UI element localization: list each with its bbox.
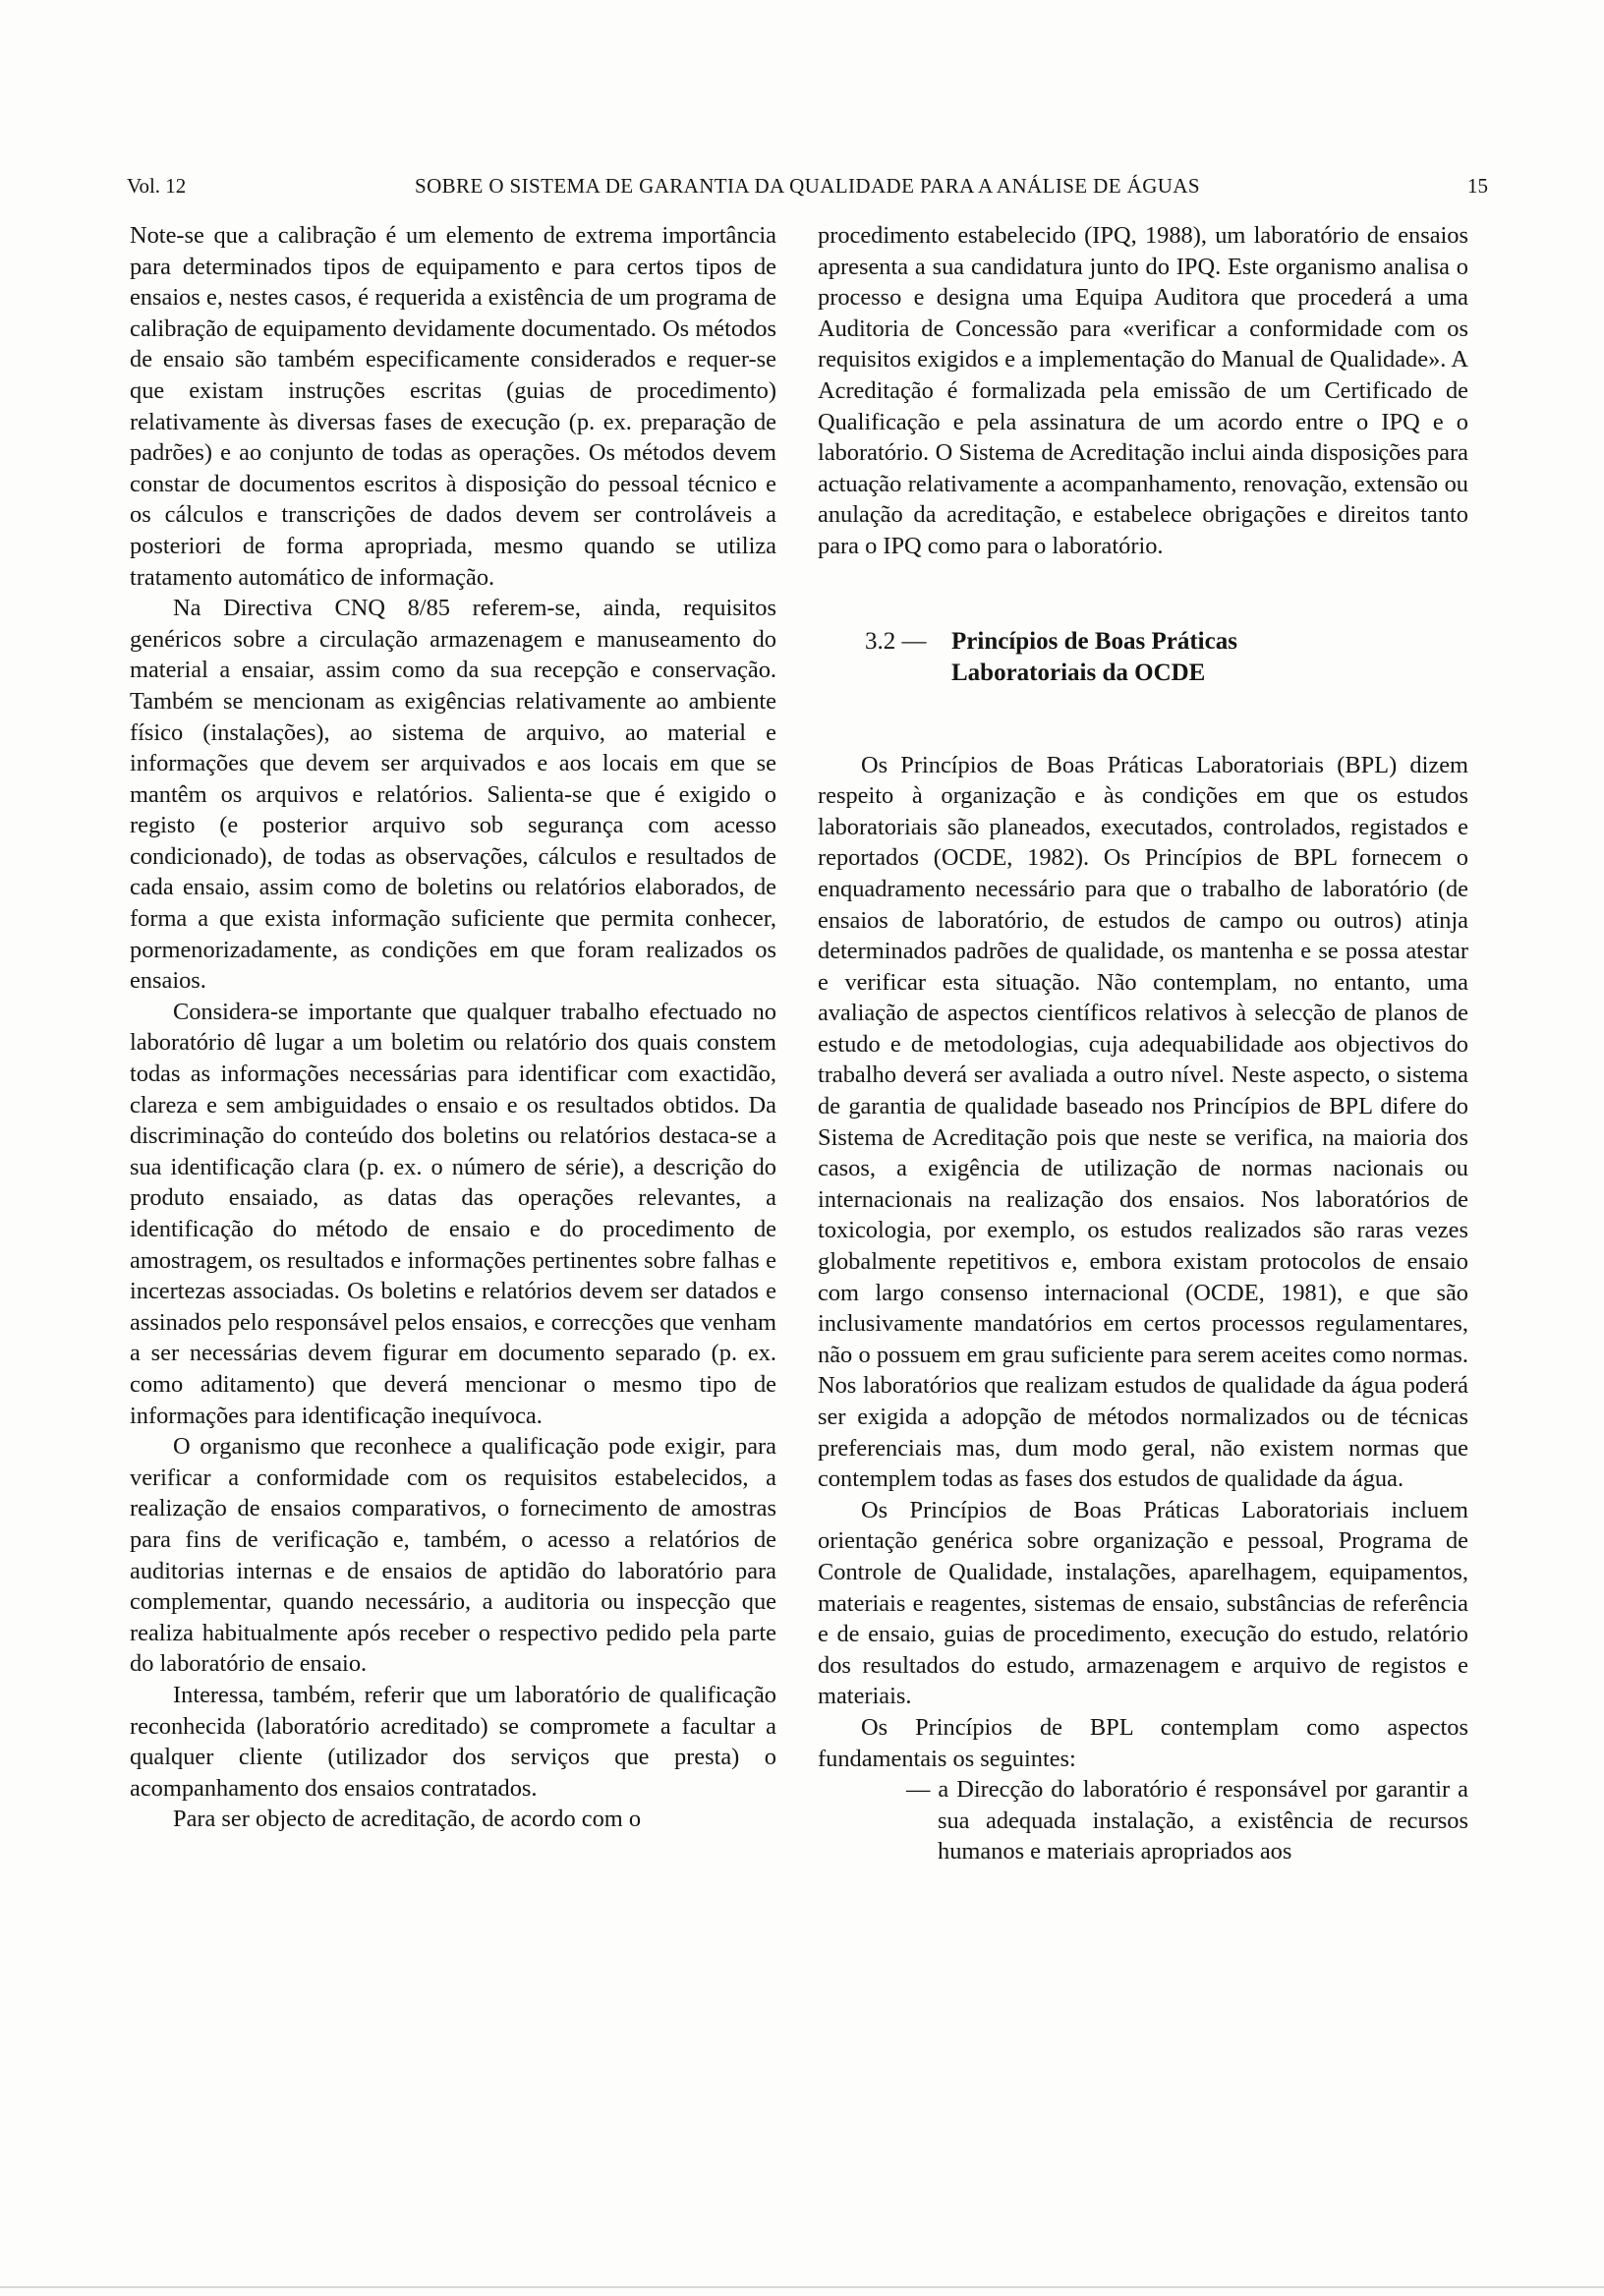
left-column xyxy=(130,220,776,1835)
section-title-line2: Laboratoriais da OCDE xyxy=(951,659,1206,686)
running-title: SOBRE O SISTEMA DE GARANTIA DA QUALIDADE PARA A ANÁLISE DE ÁGUAS xyxy=(415,174,1200,198)
running-head xyxy=(127,174,1488,203)
paragraph: Os Princípios de Boas Práticas Laboratoriais incluem orientação genérica sobre organização e pessoal, Programa de Controle de Qualidade, instalações, aparelhagem, equipamentos, materiais e reagentes, sistemas de ensaio, substâncias de referência e de ensaio, guias de procedimento, execução do estudo, relatório dos resultados do estudo, armazenagem e arquivo de registos e materiais. xyxy=(818,1496,1468,1710)
paragraph: Note-se que a calibração é um elemento de extrema importância para determinados tipos de equipamento e para certos tipos de ensaios e, nestes casos, é requerida a existência de um programa de calibração de equipamento devidamente documentado. Os métodos de ensaio são também especificamente considerados e requer-se que existam instruções escritas (guias de procedimento) relativamente às diversas fases de execução (p. ex. preparação de padrões) e ao conjunto de todas as operações. Os métodos devem constar de documentos escritos à disposição do pessoal técnico e os cálculos e transcrições de dados devem ser controláveis a posteriori de forma apropriada, mesmo quando se utiliza tratamento automático de informação. xyxy=(130,222,776,591)
page-number: 15 xyxy=(1467,174,1488,198)
paragraph: Os Princípios de Boas Práticas Laboratoriais (BPL) dizem respeito à organização e às condições em que os estudos laboratoriais são planeados, executados, controlados, registados e reportados (OCDE, 1982). Os Princípios de BPL fornecem o enquadramento necessário para que o trabalho de laboratório (de ensaios de laboratório, de estudos de campo ou outros) atinja determinados padrões de qualidade, os mantenha e se possa atestar e verificar esta situação. Não contemplam, no entanto, uma avaliação de aspectos científicos relativos à selecção de planos de estudo e de metodologias, cuja adequabilidade aos objectivos do trabalho deverá ser avaliada a outro nível. Neste aspecto, o sistema de garantia de qualidade baseado nos Princípios de BPL difere do Sistema de Acreditação pois que neste se verifica, na maioria dos casos, a exigência de utilização de normas nacionais ou internacionais na realização dos ensaios. Nos laboratórios de toxicologia, por exemplo, os estudos realizados são raras vezes globalmente repetitivos e, embora existam protocolos de ensaio com largo consenso internacional (OCDE, 1981), e que são inclusivamente mandatórios em certos processos regulamentares, não o possuem em grau suficiente para serem aceites como normas. Nos laboratórios que realizam estudos de qualidade da água poderá ser exigida a adopção de métodos normalizados ou de técnicas preferenciais mas, dum modo geral, não existem normas que contemplem todas as fases dos estudos de qualidade da água. xyxy=(818,751,1468,1493)
section-title-line1: Princípios de Boas Práticas xyxy=(951,627,1237,655)
paragraph: Considera-se importante que qualquer trabalho efectuado no laboratório dê lugar a um boletim ou relatório dos quais constem todas as informações necessárias para identificar com exactidão, clareza e sem ambiguidades o ensaio e os resultados obtidos. Da discriminação do conteúdo dos boletins ou relatórios destaca-se a sua identificação clara (p. ex. o número de série), a descrição do produto ensaiado, as datas das operações relevantes, a identificação do método de ensaio e do procedimento de amostragem, os resultados e informações pertinentes sobre falhas e incertezas associadas. Os boletins e relatórios devem ser datados e assinados pelo responsável pelos ensaios, e correcções que venham a ser necessárias devem figurar em documento separado (p. ex. como aditamento) que deverá mencionar o mesmo tipo de informações para identificação inequívoca. xyxy=(130,998,776,1429)
section-number: 3.2 — xyxy=(865,627,927,655)
paragraph: Os Princípios de BPL contemplam como aspectos fundamentais os seguintes: xyxy=(818,1713,1468,1772)
section-heading xyxy=(818,626,1468,689)
paragraph: procedimento estabelecido (IPQ, 1988), um laboratório de ensaios apresenta a sua candidatura junto do IPQ. Este organismo analisa o processo e designa uma Equipa Auditora que procederá a uma Auditoria de Concessão para «verificar a conformidade com os requisitos exigidos e a implementação do Manual de Qualidade». A Acreditação é formalizada pela emissão de um Certificado de Qualificação e pela assinatura de um acordo entre o IPQ e o laboratório. O Sistema de Acreditação inclui ainda disposições para actuação relativamente a acompanhamento, renovação, extensão ou anulação da acreditação, e estabelece obrigações e direitos tanto para o IPQ como para o laboratório. xyxy=(818,222,1468,559)
page-edge xyxy=(0,2286,1604,2288)
paragraph: O organismo que reconhece a qualificação pode exigir, para verificar a conformidade com os requisitos estabelecidos, a realização de ensaios comparativos, o fornecimento de amostras para fins de verificação e, também, o acesso a relatórios de auditorias internas e de ensaios de aptidão do laboratório para complementar, quando necessário, a auditoria ou inspecção que realiza habitualmente após receber o respectivo pedido pela parte do laboratório de ensaio. xyxy=(130,1433,776,1678)
volume-label: Vol. 12 xyxy=(127,174,187,198)
paragraph: Na Directiva CNQ 8/85 referem-se, ainda, requisitos genéricos sobre a circulação armazenagem e manuseamento do material a ensaiar, assim como da sua recepção e conservação. Também se mencionam as exigências relativamente ao ambiente físico (instalações), ao sistema de arquivo, ao material e informações que devem ser arquivados e aos locais em que se mantêm os arquivos e relatórios. Salienta-se que é exigido o registo (e posterior arquivo sob segurança com acesso condicionado), de todas as observações, cálculos e resultados de cada ensaio, assim como de boletins ou relatórios elaborados, de forma a que exista informação suficiente que permita conhecer, pormenorizadamente, as condições em que foram realizados os ensaios. xyxy=(130,595,776,995)
paragraph: Interessa, também, referir que um laboratório de qualificação reconhecida (laboratório acreditado) se compromete a facultar a qualquer cliente (utilizador dos serviços que presta) o acompanhamento dos ensaios contratados. xyxy=(130,1681,776,1802)
list-item: — a Direcção do laboratório é responsável por garantir a sua adequada instalação, a existência de recursos humanos e materiais apropriados aos xyxy=(906,1776,1468,1866)
right-column xyxy=(818,220,1468,1867)
paragraph: Para ser objecto de acreditação, de acordo com o xyxy=(173,1806,642,1833)
